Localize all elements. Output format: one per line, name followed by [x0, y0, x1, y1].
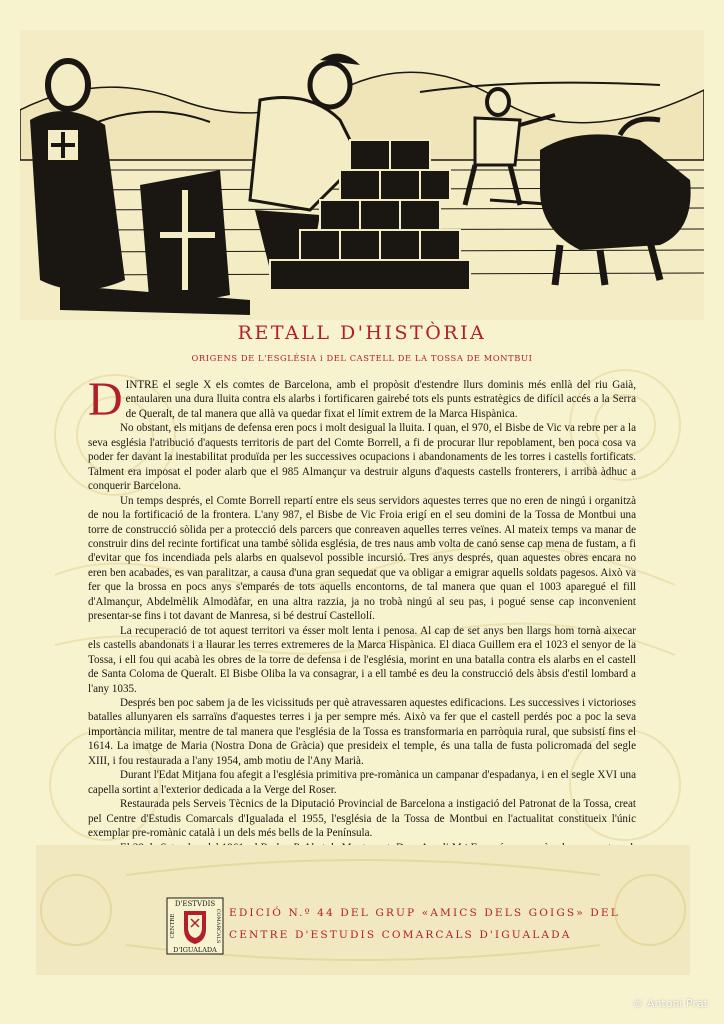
article-body — [88, 373, 636, 869]
paragraph-6: Durant l'Edat Mitjana fou afegit a l'església primitiva pre-romànica un campanar d'espadanya, i en el segle XVI una capella sortint a l'exterior dedicada a la Verge del Roser. — [88, 769, 636, 796]
paragraph-4: La recuperació de tot aquest territori va ésser molt lenta i penosa. Al cap de set anys ben llargs hom tornà aixecar els castells abandonats i a llaurar les terres extremeres de la Marca Hispànica. El diaca Guillem era el 1023 el senyor de la Tossa, i ell fou qui acabà les obres de la torre de defensa i de l'església, morint en una batalla contra els alarbs en el castell de Santa Coloma de Queralt. El Bisbe Oliba la va consagrar, i a ell també es deu la construcció dels àbsis d'estil lombard a l'any 1035. — [88, 624, 636, 695]
svg-text:D'ESTVDIS: D'ESTVDIS — [174, 900, 216, 908]
page-title: RETALL D'HISTÒRIA — [237, 322, 487, 344]
paragraph-7: Restaurada pels Serveis Tècnics de la Diputació Provincial de Barcelona a instigació del Patronat de la Tossa, creat pel Centre d'Estudis Comarcals d'Igualada el 1955, l'església de la Tossa de Montbui en l'actualitat constitueix l'únic exemplar pre-romànic català i un dels més bells de la Península. — [88, 798, 636, 840]
publisher-line: CENTRE D'ESTUDIS COMARCALS D'IGUALADA — [229, 929, 572, 941]
paragraph-2: No obstant, els mitjans de defensa eren pocs i molt desigual la lluita. I quan, el 970, el Bisbe de Vic va rebre per a la seva església l'atribució d'aquests territoris de part del Comte Borrell, a fi de procurar llur repoblament, ben poca cosa va poder fer davant la inestabilitat produïda per les successives ocupacions i abandonaments de les torres i castells fortificats. Talment era imposat el poder alarb que el 985 Almançur va destruir alguns d'aquests castells fronterers, i arribà àdhuc a conquerir Barcelona. — [88, 422, 636, 493]
paragraph-1: DINTRE el segle X els comtes de Barcelona, amb el propòsit d'estendre llurs dominis més enllà del riu Gaià, entaularen una dura lluita contra els alarbs i fortificaren gairebé tots els punts estratègics de difícil accés a la Serra de Queralt, de tal manera que allà va quedar fixat el límit extrem de la Marca Hispànica. — [88, 373, 636, 426]
svg-text:COMARCALS: COMARCALS — [215, 908, 221, 944]
page-subtitle: ORIGENS DE L'ESGLÉSIA i DEL CASTELL DE LA TOSSA DE MONTBUI — [191, 353, 533, 363]
paragraph-5: Després ben poc sabem ja de les vicissituds per què atravessaren aquestes edificacions. Les successives i victorioses batalles allunyaren els sarraïns d'aquestes terres i ja per sempre més. Això va fer que el castell perdés poc a poc la seva importància militar, mentre de tal manera que l'església de la Tossa es transformaria en parròquia rural, que subsistí fins el 1614. La imatge de Maria (Nostra Dona de Gràcia) que presideix el temple, és una talla de fusta policromada del segle XIII, i fou restaurada a l'any 1954, amb motiu de l'Any Marià. — [88, 696, 636, 767]
edition-line: EDICIÓ N.º 44 DEL GRUP «AMICS DELS GOIGS» DEL — [229, 907, 620, 919]
svg-text:CENTRE: CENTRE — [170, 913, 176, 939]
photo-credit: © Antoni Prat — [632, 997, 708, 1010]
centre-estudis-seal — [166, 897, 224, 955]
drop-cap: D — [88, 373, 123, 426]
woodcut-illustration — [20, 30, 704, 320]
paragraph-3: Un temps després, el Comte Borrell repartí entre els seus servidors aquestes terres que no eren de ningú i organitzà de nou la fortificació de la frontera. L'any 987, el Bisbe de Vic Froia erigí en el seu domini de la Tossa de Montbui una torre de construcció sòlida per a protecció dels parcers que conreaven aquelles terres veïnes. Al mateix temps va manar de construir dins del recinte fortificat una també sòlida església, de tres naus amb volta de canó sense cap mena de fustam, a fi d'evitar que fos incendiada pels alarbs en qualsevol possible incursió. Tres anys després, quan aquestes obres encara no eren ben acabades, es van paralitzar, a causa d'una gran sequedat que va obligar a emigrar aquells soldats pagesos. Això va fer que la brossa en pocs anys s'emparés de tots aquells encontorns, de tal manera que quan el 1003 aparegué el fill d'Almançur, Abdelmèlik Almodàfar, en una altra razzia, ja no trobà ningú al seu pas, i pogué sense cap inconvenient presentar-se fins i tot davant de Manresa, si bé destruí Castellolí. — [88, 494, 636, 623]
svg-text:D'IGUALADA: D'IGUALADA — [173, 946, 217, 954]
